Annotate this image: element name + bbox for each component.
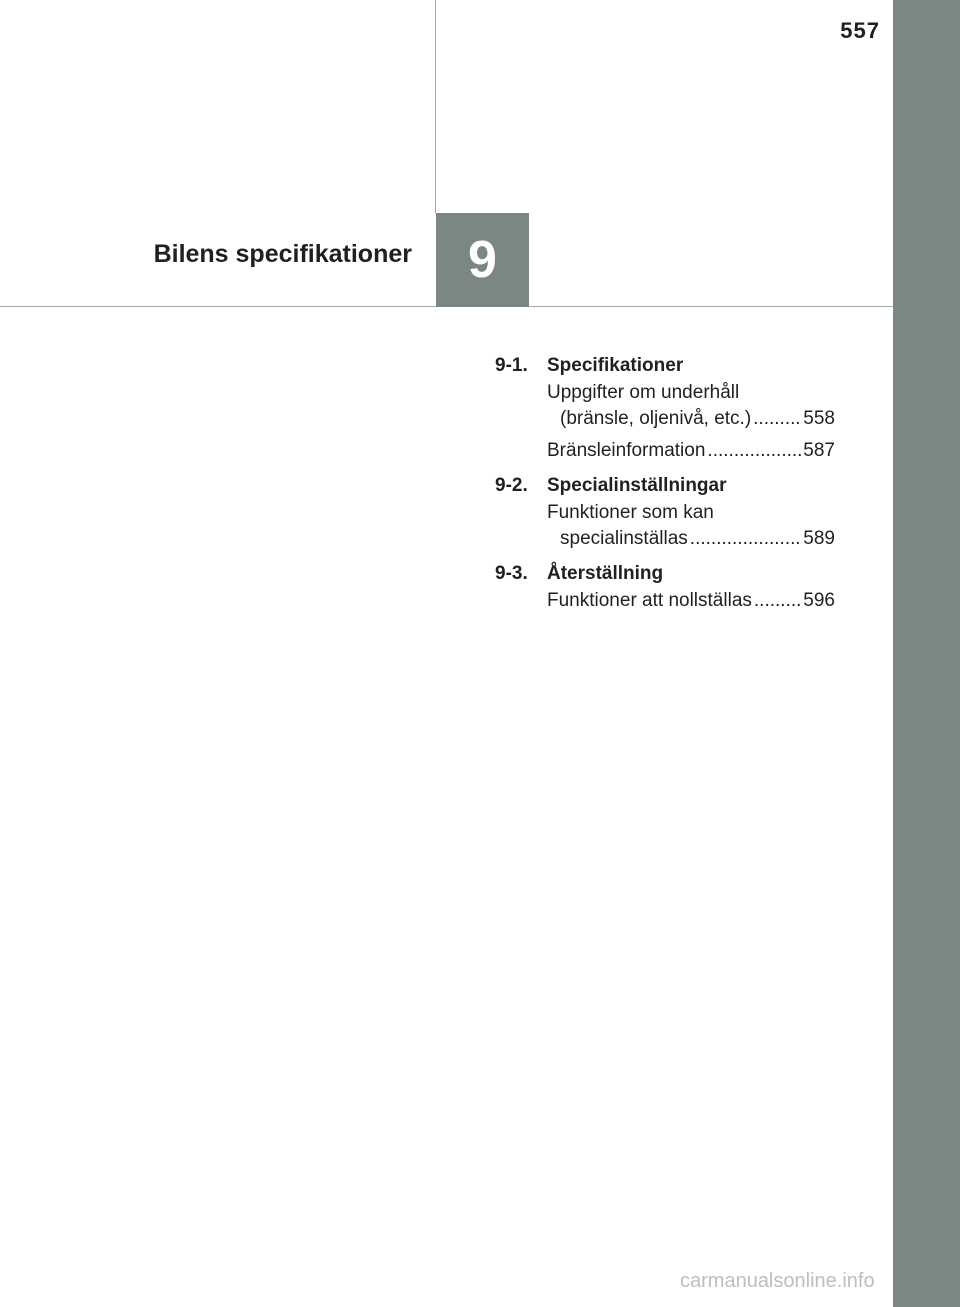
entry-page: 589 — [803, 528, 835, 549]
toc-entry-bransleinformation[interactable] — [547, 438, 835, 464]
toc-entry-specialinstallningar[interactable] — [547, 500, 835, 552]
entry-title: Bränsleinformation — [547, 440, 706, 461]
section-title: Specialinställningar — [547, 475, 727, 496]
entry-page: 587 — [803, 440, 835, 461]
section-title: Återställning — [547, 563, 664, 584]
section-number: 9-2. — [495, 475, 528, 496]
dot-leader — [707, 438, 801, 464]
toc-entry-underhall[interactable] — [547, 380, 835, 432]
watermark: carmanualsonline.info — [680, 1270, 875, 1292]
entry-title-line2: (bränsle, oljenivå, etc.) — [560, 408, 752, 429]
toc-section-9-2[interactable] — [495, 471, 835, 500]
entry-title-line1: Uppgifter om underhåll — [547, 382, 740, 403]
vertical-divider — [435, 0, 436, 213]
chapter-title: Bilens specifikationer — [153, 240, 412, 268]
toc-entry-nollstallas[interactable] — [547, 588, 835, 614]
entry-title-line2: specialinställas — [560, 528, 688, 549]
entry-page: 558 — [803, 408, 835, 429]
dot-leader — [754, 588, 801, 614]
chapter-number-block: 9 — [436, 213, 529, 307]
entry-title: Funktioner att nollställas — [547, 590, 752, 611]
section-number: 9-3. — [495, 563, 528, 584]
page-number: 557 — [840, 18, 880, 43]
toc-section-9-1[interactable] — [495, 351, 835, 380]
entry-page: 596 — [803, 590, 835, 611]
entry-title-line1: Funktioner som kan — [547, 502, 714, 523]
section-number: 9-1. — [495, 355, 528, 376]
dot-leader — [690, 526, 802, 552]
section-title: Specifikationer — [547, 355, 684, 376]
toc-section-9-3[interactable] — [495, 559, 835, 588]
table-of-contents — [495, 350, 835, 614]
chapter-side-tab — [893, 0, 960, 1307]
dot-leader — [753, 406, 801, 432]
